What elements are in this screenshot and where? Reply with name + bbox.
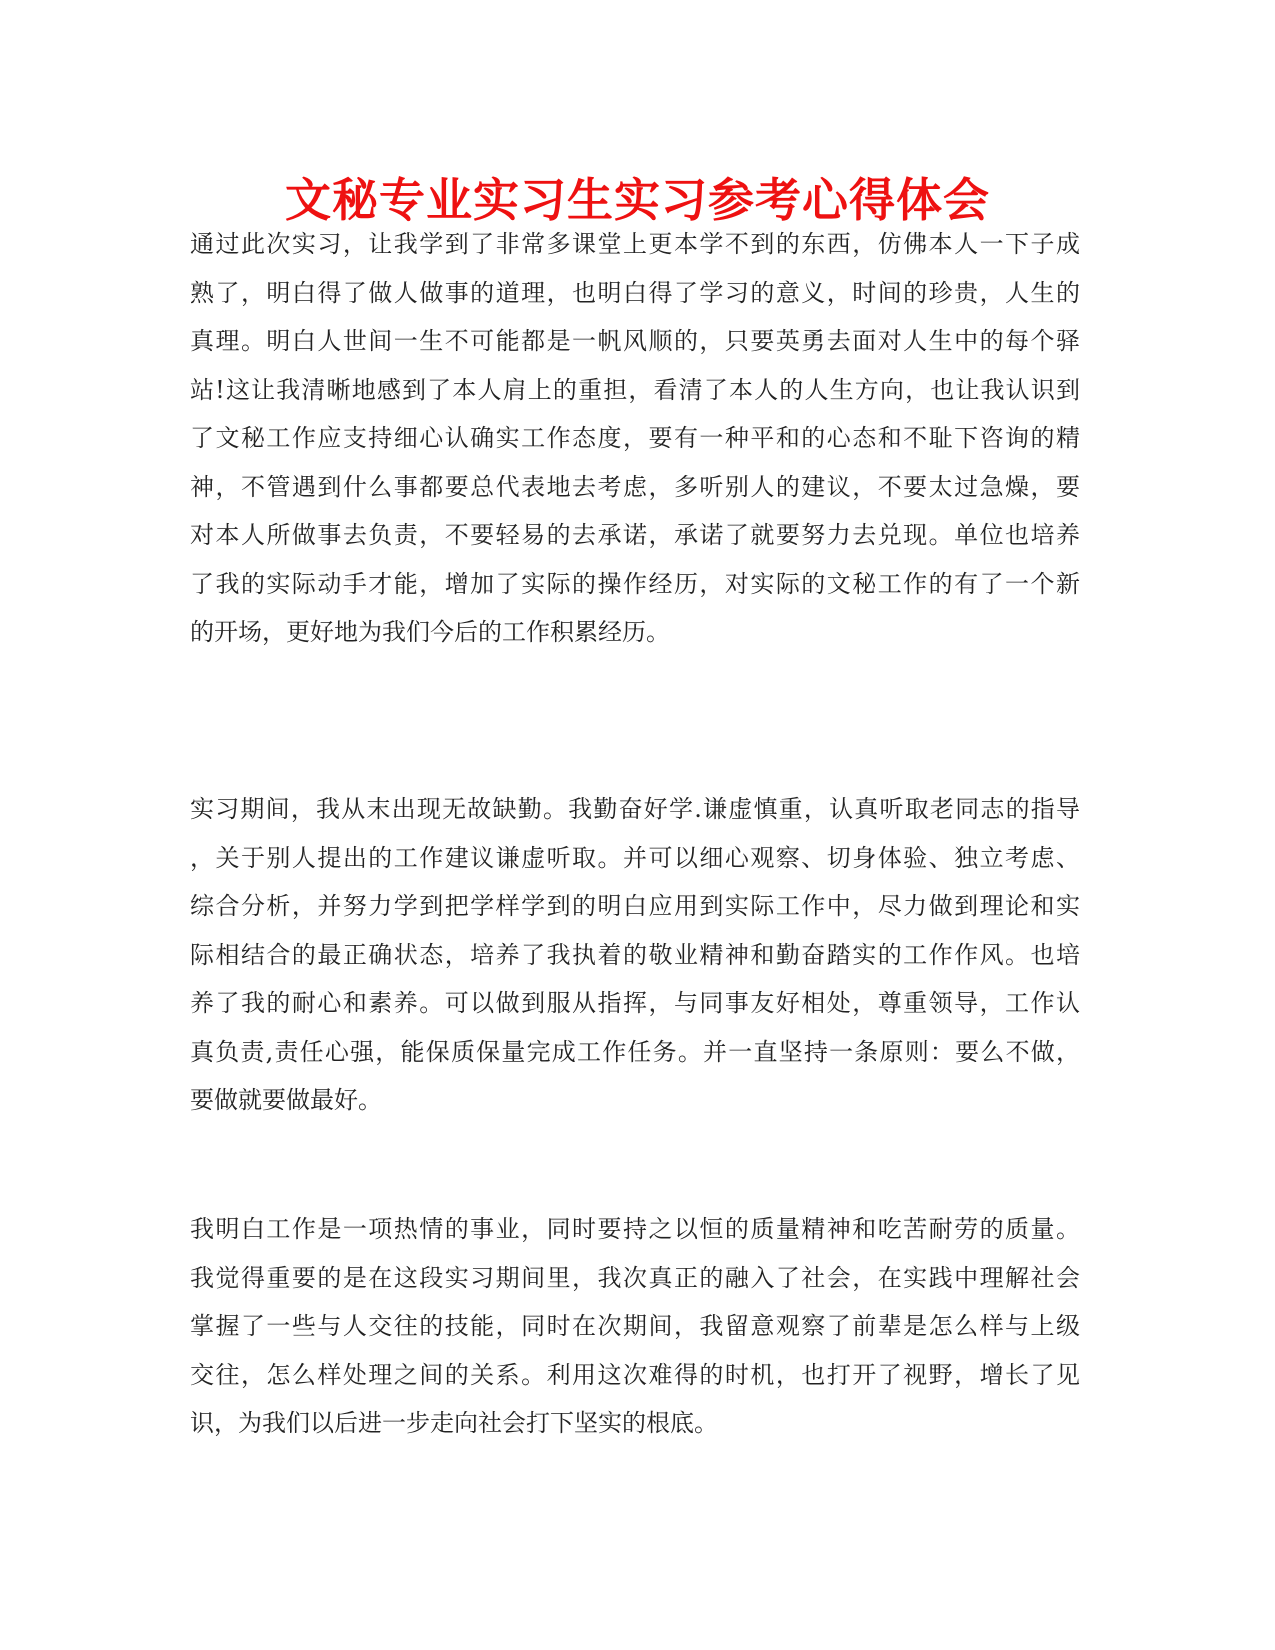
paragraph-line: 我觉得重要的是在这段实习期间里，我次真正的融入了社会，在实践中理解社会 xyxy=(190,1263,1080,1292)
paragraph-line: 我明白工作是一项热情的事业，同时要持之以恒的质量精神和吃苦耐劳的质量。 xyxy=(190,1215,1080,1243)
paragraph-line: 真负责,责任心强，能保质保量完成工作任务。并一直坚持一条原则：要么不做， xyxy=(190,1037,1080,1066)
paragraph-line: 了我的实际动手才能，增加了实际的操作经历，对实际的文秘工作的有了一个新 xyxy=(190,569,1080,598)
paragraph-line: 的开场，更好地为我们今后的工作积累经历。 xyxy=(190,618,670,646)
paragraph-line: 识，为我们以后进一步走向社会打下坚实的根底。 xyxy=(190,1409,718,1437)
paragraph-line: 站!这让我清晰地感到了本人肩上的重担，看清了本人的人生方向，也让我认识到 xyxy=(190,375,1080,404)
paragraph-line: 综合分析，并努力学到把学样学到的明白应用到实际工作中，尽力做到理论和实 xyxy=(190,892,1080,920)
paragraph-line: 神，不管遇到什么事都要总代表地去考虑，多听别人的建议，不要太过急燥，要 xyxy=(190,472,1080,501)
paragraph-line: ，关于别人提出的工作建议谦虚听取。并可以细心观察、切身体验、独立考虑、 xyxy=(190,843,1080,872)
paragraph-line: 了文秘工作应支持细心认确实工作态度，要有一种平和的心态和不耻下咨询的精 xyxy=(190,424,1080,452)
paragraph-line: 对本人所做事去负责，不要轻易的去承诺，承诺了就要努力去兑现。单位也培养 xyxy=(190,521,1080,549)
paragraph-line: 要做就要做最好。 xyxy=(190,1086,382,1114)
paragraph-line: 际相结合的最正确状态，培养了我执着的敬业精神和勤奋踏实的工作作风。也培 xyxy=(190,940,1080,969)
paragraph-line: 交往，怎么样处理之间的关系。利用这次难得的时机，也打开了视野，增长了见 xyxy=(190,1360,1080,1389)
paragraph-line: 养了我的耐心和素养。可以做到服从指挥，与同事友好相处，尊重领导，工作认 xyxy=(190,989,1080,1017)
paragraph-line: 熟了，明白得了做人做事的道理，也明白得了学习的意义，时间的珍贵，人生的 xyxy=(190,278,1080,307)
document-title: 文秘专业实习生实习参考心得体会 xyxy=(285,173,990,227)
paragraph-line: 通过此次实习，让我学到了非常多课堂上更本学不到的东西，仿佛本人一下子成 xyxy=(190,230,1080,258)
paragraph-line: 真理。明白人世间一生不可能都是一帆风顺的，只要英勇去面对人生中的每个驿 xyxy=(190,327,1080,355)
paragraph-1 xyxy=(190,220,1080,657)
paragraph-line: 掌握了一些与人交往的技能，同时在次期间，我留意观察了前辈是怎么样与上级 xyxy=(190,1312,1080,1340)
paragraph-3 xyxy=(190,1205,1080,1448)
paragraph-line: 实习期间，我从末出现无故缺勤。我勤奋好学.谦虚慎重，认真听取老同志的指导 xyxy=(190,795,1080,823)
paragraph-2 xyxy=(190,785,1080,1125)
